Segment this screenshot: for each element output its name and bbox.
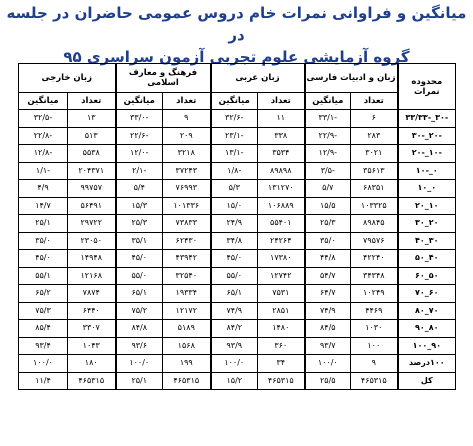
- arabic-mean-cell: -۲۳/۱: [211, 127, 258, 145]
- islamic-mean-cell: ۵/۴: [116, 180, 163, 198]
- foreign-mean-cell: -۳۲/۵: [19, 110, 68, 128]
- foreign-mean-cell: ۳۵/۰: [19, 232, 68, 250]
- islamic-count-cell: ۵۱۸۹: [163, 320, 211, 338]
- persian-count-cell: ۲۸۳: [351, 127, 398, 145]
- islamic-count-cell: ۱۰۱۳۳۶: [163, 197, 211, 215]
- mean-header: میانگین: [116, 93, 163, 110]
- arabic-mean-cell: ۶۵/۱: [211, 285, 258, 303]
- arabic-mean-cell: ۹۳/۹: [211, 337, 258, 355]
- islamic-mean-cell: ۹۳/۶: [116, 337, 163, 355]
- foreign-count-cell: ۲۰۴۳۷۱: [68, 162, 116, 180]
- foreign-mean-cell: -۲۲/۸: [19, 127, 68, 145]
- arabic-count-cell: ۴۶۵۳۱۵: [258, 372, 305, 390]
- arabic-mean-cell: ۱۵/۲: [211, 372, 258, 390]
- range-cell: -۳۰_-۳۳/۳۳: [398, 110, 456, 128]
- count-header: تعداد: [258, 93, 305, 110]
- header-row-groups: [19, 64, 456, 93]
- persian-count-cell: ۸۹۸۴۵: [351, 215, 398, 233]
- group-header-islamic: فرهنگ و معارف اسلامی: [116, 64, 211, 93]
- count-header: تعداد: [163, 93, 211, 110]
- arabic-mean-cell: ۷۴/۹: [211, 302, 258, 320]
- arabic-count-cell: ۳۶۰: [258, 337, 305, 355]
- mean-header: میانگین: [211, 93, 258, 110]
- group-header-persian: زبان و ادبیات فارسی: [305, 64, 398, 93]
- islamic-count-cell: ۲۰۹: [163, 127, 211, 145]
- foreign-mean-cell: ۴۵/۰: [19, 250, 68, 268]
- range-cell: ۲۰_۳۰: [398, 215, 456, 233]
- title-line-2: گروه آزمایشی علوم تجربی آزمون سراسری ۹۵: [63, 48, 410, 66]
- islamic-mean-cell: -۱۲/۰: [116, 145, 163, 163]
- arabic-count-cell: ۷۵۳۱: [258, 285, 305, 303]
- islamic-mean-cell: -۲/۱: [116, 162, 163, 180]
- table-row: [19, 180, 456, 198]
- count-header: تعداد: [68, 93, 116, 110]
- range-cell: ۱۰۰درصد: [398, 355, 456, 373]
- arabic-mean-cell: ۳۴/۸: [211, 232, 258, 250]
- foreign-count-cell: ۵۱۳: [68, 127, 116, 145]
- persian-count-cell: ۳۵۶۱۳: [351, 162, 398, 180]
- arabic-count-cell: ۱۰۶۸۸۹: [258, 197, 305, 215]
- persian-count-cell: ۶: [351, 110, 398, 128]
- foreign-mean-cell: ۵۵/۱: [19, 267, 68, 285]
- foreign-count-cell: ۲۳۰۵۰: [68, 232, 116, 250]
- persian-mean-cell: ۱۰۰/۰: [305, 355, 351, 373]
- range-cell: ۰_-۱۰: [398, 162, 456, 180]
- group-header-foreign: زبان خارجی: [19, 64, 116, 93]
- islamic-mean-cell: ۵۵/۰: [116, 267, 163, 285]
- foreign-mean-cell: ۱۴/۷: [19, 197, 68, 215]
- islamic-count-cell: ۱۹۳۳۴: [163, 285, 211, 303]
- range-cell: ۰_۱۰: [398, 180, 456, 198]
- arabic-count-cell: ۳۳۸: [258, 127, 305, 145]
- foreign-count-cell: ۵۵۳۸: [68, 145, 116, 163]
- persian-count-cell: ۴۲۲۴۰: [351, 250, 398, 268]
- persian-count-cell: ۱۰۳۰: [351, 320, 398, 338]
- table-row: [19, 197, 456, 215]
- islamic-count-cell: ۳۷۲۴۳: [163, 162, 211, 180]
- arabic-count-cell: ۳۵۳۴: [258, 145, 305, 163]
- persian-mean-cell: ۸۴/۵: [305, 320, 351, 338]
- foreign-mean-cell: ۱۱/۴: [19, 372, 68, 390]
- range-cell: ۷۰_۸۰: [398, 302, 456, 320]
- persian-count-cell: ۳۴۳۴۸: [351, 267, 398, 285]
- table-row: [19, 232, 456, 250]
- table-row: [19, 355, 456, 373]
- arabic-count-cell: ۲۴۲۶۴: [258, 232, 305, 250]
- foreign-count-cell: ۳۳۰۷: [68, 320, 116, 338]
- foreign-count-cell: ۲۹۷۲۲: [68, 215, 116, 233]
- foreign-mean-cell: -۱۲/۸: [19, 145, 68, 163]
- range-cell: ۸۰_۹۰: [398, 320, 456, 338]
- group-header-arabic: زبان عربی: [211, 64, 305, 93]
- foreign-mean-cell: ۸۵/۴: [19, 320, 68, 338]
- foreign-mean-cell: ۲۵/۱: [19, 215, 68, 233]
- persian-mean-cell: ۱۵/۵: [305, 197, 351, 215]
- range-cell: -۱۰_-۲۰: [398, 145, 456, 163]
- arabic-count-cell: ۱۴۸۰: [258, 320, 305, 338]
- range-cell: -۲۰_-۳۰: [398, 127, 456, 145]
- persian-count-cell: ۱۰۳۳۲۵: [351, 197, 398, 215]
- persian-mean-cell: ۲۵/۳: [305, 215, 351, 233]
- arabic-count-cell: ۸۹۸۹۸: [258, 162, 305, 180]
- persian-count-cell: ۱۰۲۴۹: [351, 285, 398, 303]
- persian-mean-cell: ۳۵/۰: [305, 232, 351, 250]
- arabic-count-cell: ۵۵۴۰۱: [258, 215, 305, 233]
- persian-count-cell: ۶۸۳۵۱: [351, 180, 398, 198]
- islamic-mean-cell: ۲۵/۱: [116, 372, 163, 390]
- count-header: تعداد: [351, 93, 398, 110]
- persian-mean-cell: ۵/۷: [305, 180, 351, 198]
- persian-mean-cell: ۲۵/۵: [305, 372, 351, 390]
- table-row: [19, 337, 456, 355]
- range-cell: کل: [398, 372, 456, 390]
- islamic-count-cell: ۶۲۴۳۰: [163, 232, 211, 250]
- persian-count-cell: ۷۹۵۷۶: [351, 232, 398, 250]
- persian-mean-cell: ۷۴/۹: [305, 302, 351, 320]
- islamic-mean-cell: ۱۵/۳: [116, 197, 163, 215]
- foreign-mean-cell: ۷۵/۳: [19, 302, 68, 320]
- arabic-count-cell: ۱۱: [258, 110, 305, 128]
- islamic-mean-cell: ۶۵/۱: [116, 285, 163, 303]
- islamic-count-cell: ۱۲۱۷۲: [163, 302, 211, 320]
- foreign-count-cell: ۶۴۴۰: [68, 302, 116, 320]
- mean-header: میانگین: [19, 93, 68, 110]
- page-title: [0, 2, 473, 68]
- foreign-mean-cell: ۱۰۰/۰: [19, 355, 68, 373]
- arabic-mean-cell: ۱۵/۰: [211, 197, 258, 215]
- foreign-count-cell: ۴۶۵۳۱۵: [68, 372, 116, 390]
- persian-count-cell: ۹: [351, 355, 398, 373]
- foreign-count-cell: ۹۹۷۵۷: [68, 180, 116, 198]
- table-row: [19, 145, 456, 163]
- persian-count-cell: ۳۰۲۱: [351, 145, 398, 163]
- islamic-mean-cell: ۳۵/۱: [116, 232, 163, 250]
- persian-mean-cell: -۳۳/۱: [305, 110, 351, 128]
- persian-mean-cell: ۴۴/۸: [305, 250, 351, 268]
- table-row: [19, 285, 456, 303]
- arabic-mean-cell: ۴۵/۰: [211, 250, 258, 268]
- table-row: [19, 320, 456, 338]
- islamic-mean-cell: ۲۵/۳: [116, 215, 163, 233]
- foreign-count-cell: ۱۰۴۳: [68, 337, 116, 355]
- arabic-mean-cell: ۵/۳: [211, 180, 258, 198]
- islamic-count-cell: ۹: [163, 110, 211, 128]
- persian-mean-cell: -۱۲/۹: [305, 145, 351, 163]
- foreign-mean-cell: ۹۳/۴: [19, 337, 68, 355]
- scores-table: [18, 63, 456, 390]
- foreign-count-cell: ۱۴۹۴۸: [68, 250, 116, 268]
- arabic-mean-cell: ۱۰۰/۰: [211, 355, 258, 373]
- persian-count-cell: ۴۶۵۳۱۵: [351, 372, 398, 390]
- range-cell: ۵۰_۶۰: [398, 267, 456, 285]
- table-row: [19, 302, 456, 320]
- table-row: [19, 267, 456, 285]
- islamic-count-cell: ۷۶۹۹۳: [163, 180, 211, 198]
- table-row: [19, 127, 456, 145]
- persian-count-cell: ۴۴۶۹: [351, 302, 398, 320]
- persian-mean-cell: -۳/۵: [305, 162, 351, 180]
- islamic-mean-cell: ۷۵/۲: [116, 302, 163, 320]
- arabic-count-cell: ۲۸۵۱: [258, 302, 305, 320]
- arabic-count-cell: ۱۲۷۴۲: [258, 267, 305, 285]
- table-body: [19, 110, 456, 390]
- foreign-count-cell: ۱۳: [68, 110, 116, 128]
- table-row: [19, 110, 456, 128]
- islamic-mean-cell: -۲۲/۶: [116, 127, 163, 145]
- mean-header: میانگین: [305, 93, 351, 110]
- islamic-mean-cell: ۴۵/۰: [116, 250, 163, 268]
- arabic-mean-cell: -۳۲/۶: [211, 110, 258, 128]
- islamic-count-cell: ۴۶۵۳۱۵: [163, 372, 211, 390]
- arabic-count-cell: ۱۷۳۸۰: [258, 250, 305, 268]
- range-cell: ۶۰_۷۰: [398, 285, 456, 303]
- islamic-count-cell: ۳۲۵۴۰: [163, 267, 211, 285]
- foreign-count-cell: ۵۶۴۹۱: [68, 197, 116, 215]
- range-cell: ۹۰_۱۰۰: [398, 337, 456, 355]
- range-header: محدوده نمرات: [398, 64, 456, 110]
- islamic-mean-cell: -۳۳/۰: [116, 110, 163, 128]
- title-line-1: میانگین و فراوانی نمرات خام دروس عمومی حاضران در جلسه در: [6, 4, 467, 44]
- islamic-count-cell: ۳۲۱۸: [163, 145, 211, 163]
- table-row: [19, 372, 456, 390]
- table-row: [19, 215, 456, 233]
- range-cell: ۴۰_۵۰: [398, 250, 456, 268]
- range-cell: ۳۰_۴۰: [398, 232, 456, 250]
- foreign-mean-cell: ۶۵/۲: [19, 285, 68, 303]
- arabic-mean-cell: ۵۵/۰: [211, 267, 258, 285]
- arabic-mean-cell: -۱/۸: [211, 162, 258, 180]
- arabic-mean-cell: ۸۴/۲: [211, 320, 258, 338]
- islamic-count-cell: ۴۳۹۴۲: [163, 250, 211, 268]
- arabic-count-cell: ۳۴: [258, 355, 305, 373]
- islamic-count-cell: ۱۹۹: [163, 355, 211, 373]
- foreign-count-cell: ۷۸۷۴: [68, 285, 116, 303]
- foreign-mean-cell: ۴/۹: [19, 180, 68, 198]
- foreign-mean-cell: -۱/۱: [19, 162, 68, 180]
- table-row: [19, 250, 456, 268]
- foreign-count-cell: ۱۸۰: [68, 355, 116, 373]
- table-row: [19, 162, 456, 180]
- range-cell: ۱۰_۲۰: [398, 197, 456, 215]
- header-row-sub: [19, 93, 456, 110]
- islamic-mean-cell: ۱۰۰/۰: [116, 355, 163, 373]
- arabic-mean-cell: ۲۴/۹: [211, 215, 258, 233]
- arabic-count-cell: ۱۳۱۲۷۰: [258, 180, 305, 198]
- persian-mean-cell: ۵۴/۷: [305, 267, 351, 285]
- persian-mean-cell: ۹۳/۷: [305, 337, 351, 355]
- persian-count-cell: ۱۰۰: [351, 337, 398, 355]
- islamic-count-cell: ۱۵۶۸: [163, 337, 211, 355]
- islamic-mean-cell: ۸۴/۸: [116, 320, 163, 338]
- persian-mean-cell: ۶۴/۷: [305, 285, 351, 303]
- persian-mean-cell: -۲۲/۹: [305, 127, 351, 145]
- foreign-count-cell: ۱۲۱۶۸: [68, 267, 116, 285]
- islamic-count-cell: ۷۳۸۳۳: [163, 215, 211, 233]
- arabic-mean-cell: -۱۳/۱: [211, 145, 258, 163]
